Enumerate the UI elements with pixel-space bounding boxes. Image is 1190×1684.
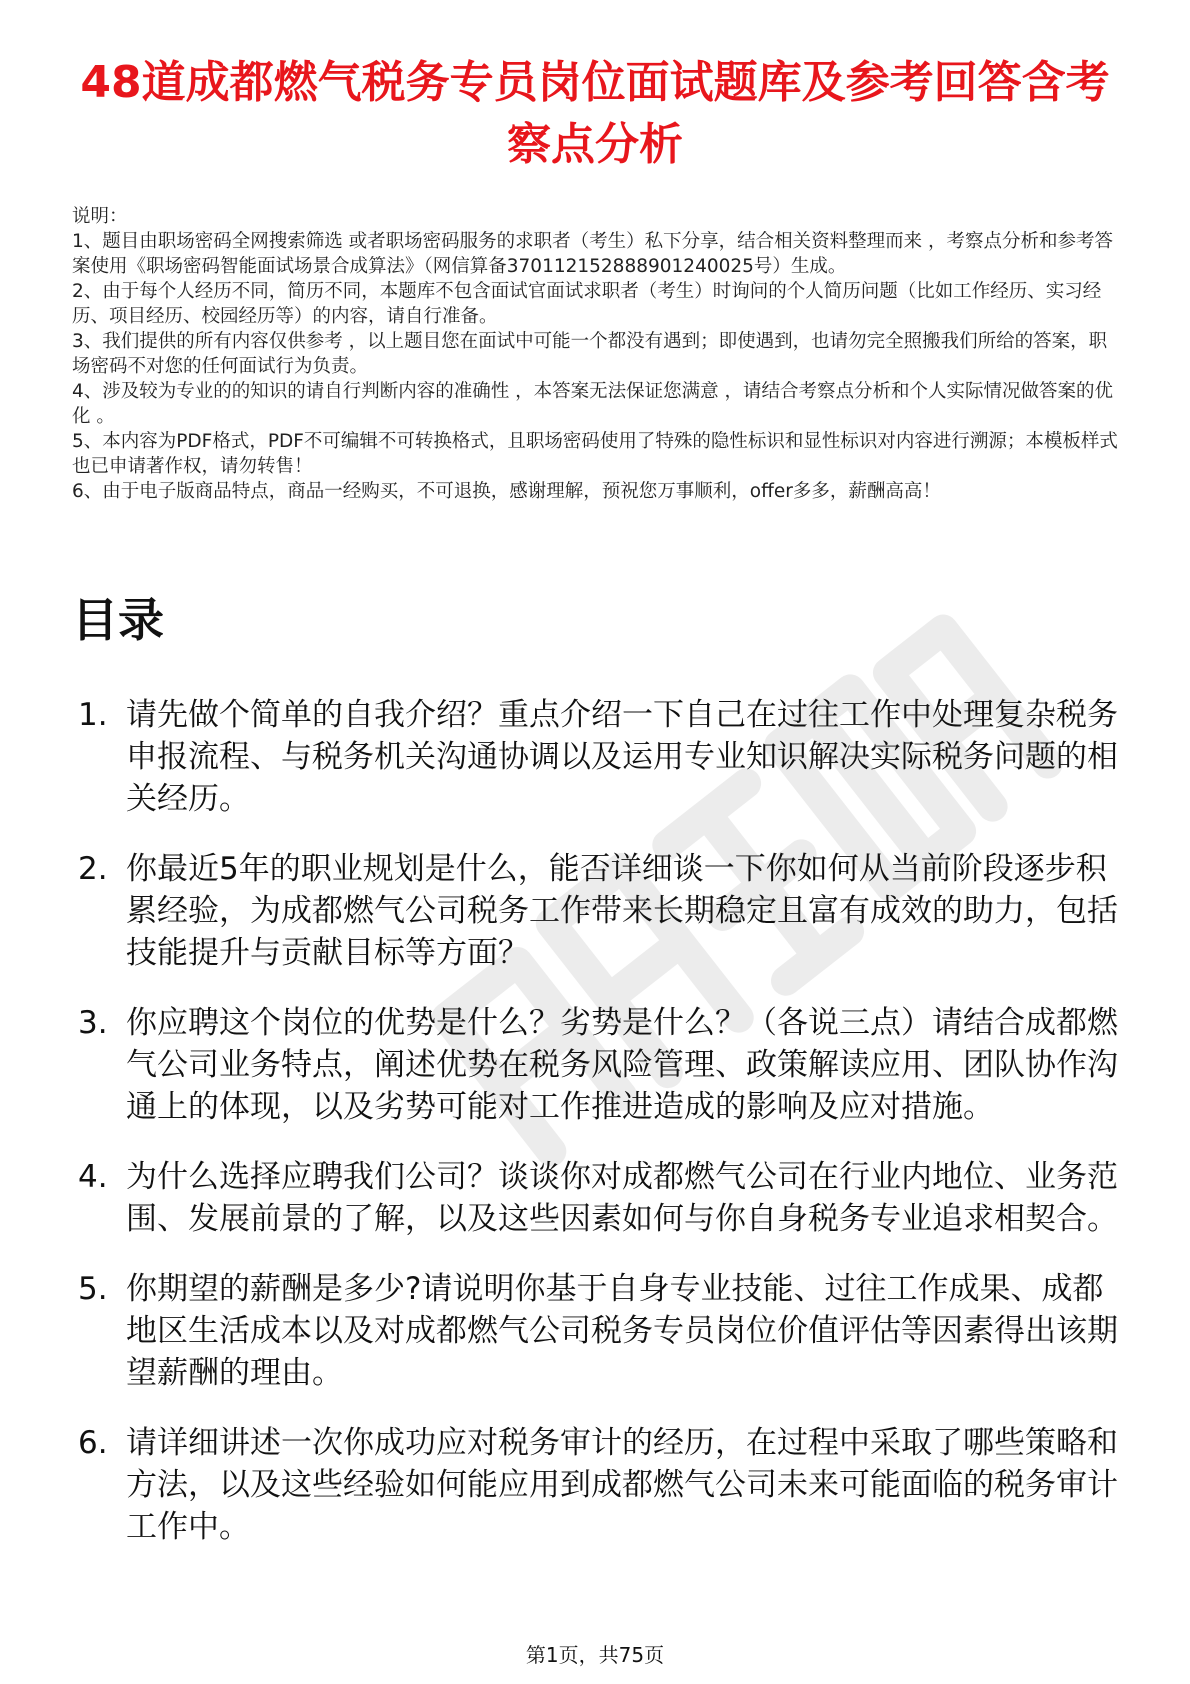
toc-item-text: 请详细讲述一次你成功应对税务审计的经历，在过程中采取了哪些策略和方法，以及这些经验如何能应用到成都燃气公司未来可能面临的税务审计工作中。 xyxy=(126,1425,1118,1545)
page-footer: 第1页，共75页 xyxy=(525,1643,665,1667)
note-item: 1、题目由职场密码全网搜索筛选 或者职场密码服务的求职者（考生）私下分享，结合相关资料整理而来 ，考察点分析和参考答案使用《职场密码智能面试场景合成算法》（网信算备370112152888901240025号）生成。 xyxy=(72,231,1114,277)
toc-item-number: 6. xyxy=(78,1425,108,1461)
note-item: 4、涉及较为专业的的知识的请自行判断内容的准确性 ，本答案无法保证您满意 ，请结合考察点分析和个人实际情况做答案的优化 。 xyxy=(72,381,1114,427)
toc-item[interactable] xyxy=(0,1422,1190,1548)
toc-item[interactable] xyxy=(0,848,1190,974)
note-item: 3、我们提供的所有内容仅供参考 ，以上题目您在面试中可能一个都没有遇到；即使遇到，也请勿完全照搬我们所给的答案，职场密码不对您的任何面试行为负责。 xyxy=(72,331,1108,377)
toc-item-number: 3. xyxy=(78,1005,108,1041)
note-item: 6、由于电子版商品特点，商品一经购买，不可退换，感谢理解，预祝您万事顺利，offer多多，薪酬高高！ xyxy=(72,481,941,502)
disclaimer-notes xyxy=(72,204,1122,504)
notes-heading: 说明： xyxy=(72,206,128,227)
toc-heading: 目录 xyxy=(72,593,164,647)
note-item: 5、本内容为PDF格式，PDF不可编辑不可转换格式，且职场密码使用了特殊的隐性标识和显性标识对内容进行溯源；本模板样式也已申请著作权，请勿转售！ xyxy=(72,431,1118,477)
toc-list xyxy=(0,694,1190,1576)
toc-item-text: 你最近5年的职业规划是什么，能否详细谈一下你如何从当前阶段逐步积累经验，为成都燃气公司税务工作带来长期稳定且富有成效的助力，包括技能提升与贡献目标等方面？ xyxy=(126,851,1118,971)
toc-item[interactable] xyxy=(0,694,1190,820)
toc-item-text: 为什么选择应聘我们公司？谈谈你对成都燃气公司在行业内地位、业务范围、发展前景的了解，以及这些因素如何与你自身税务专业追求相契合。 xyxy=(126,1159,1118,1237)
note-item: 2、由于每个人经历不同，简历不同，本题库不包含面试官面试求职者（考生）时询问的个人简历问题（比如工作经历、实习经历、项目经历、校园经历等）的内容，请自行准备。 xyxy=(72,281,1102,327)
toc-item[interactable] xyxy=(0,1156,1190,1240)
toc-item-number: 2. xyxy=(78,851,108,887)
toc-item-text: 请先做个简单的自我介绍？重点介绍一下自己在过往工作中处理复杂税务申报流程、与税务机关沟通协调以及运用专业知识解决实际税务问题的相关经历。 xyxy=(126,697,1118,817)
toc-item[interactable] xyxy=(0,1002,1190,1128)
toc-item-number: 1. xyxy=(78,697,108,733)
toc-item-text: 你期望的薪酬是多少?请说明你基于自身专业技能、过往工作成果、成都地区生活成本以及对成都燃气公司税务专员岗位价值评估等因素得出该期望薪酬的理由。 xyxy=(126,1271,1118,1391)
toc-item[interactable] xyxy=(0,1268,1190,1394)
toc-item-text: 你应聘这个岗位的优势是什么？劣势是什么？（各说三点）请结合成都燃气公司业务特点，阐述优势在税务风险管理、政策解读应用、团队协作沟通上的体现，以及劣势可能对工作推进造成的影响及应对措施。 xyxy=(126,1005,1118,1125)
toc-item-number: 5. xyxy=(78,1271,108,1307)
document-title: 48道成都燃气税务专员岗位面试题库及参考回答含考察点分析 xyxy=(80,57,1110,170)
toc-item-number: 4. xyxy=(78,1159,108,1195)
